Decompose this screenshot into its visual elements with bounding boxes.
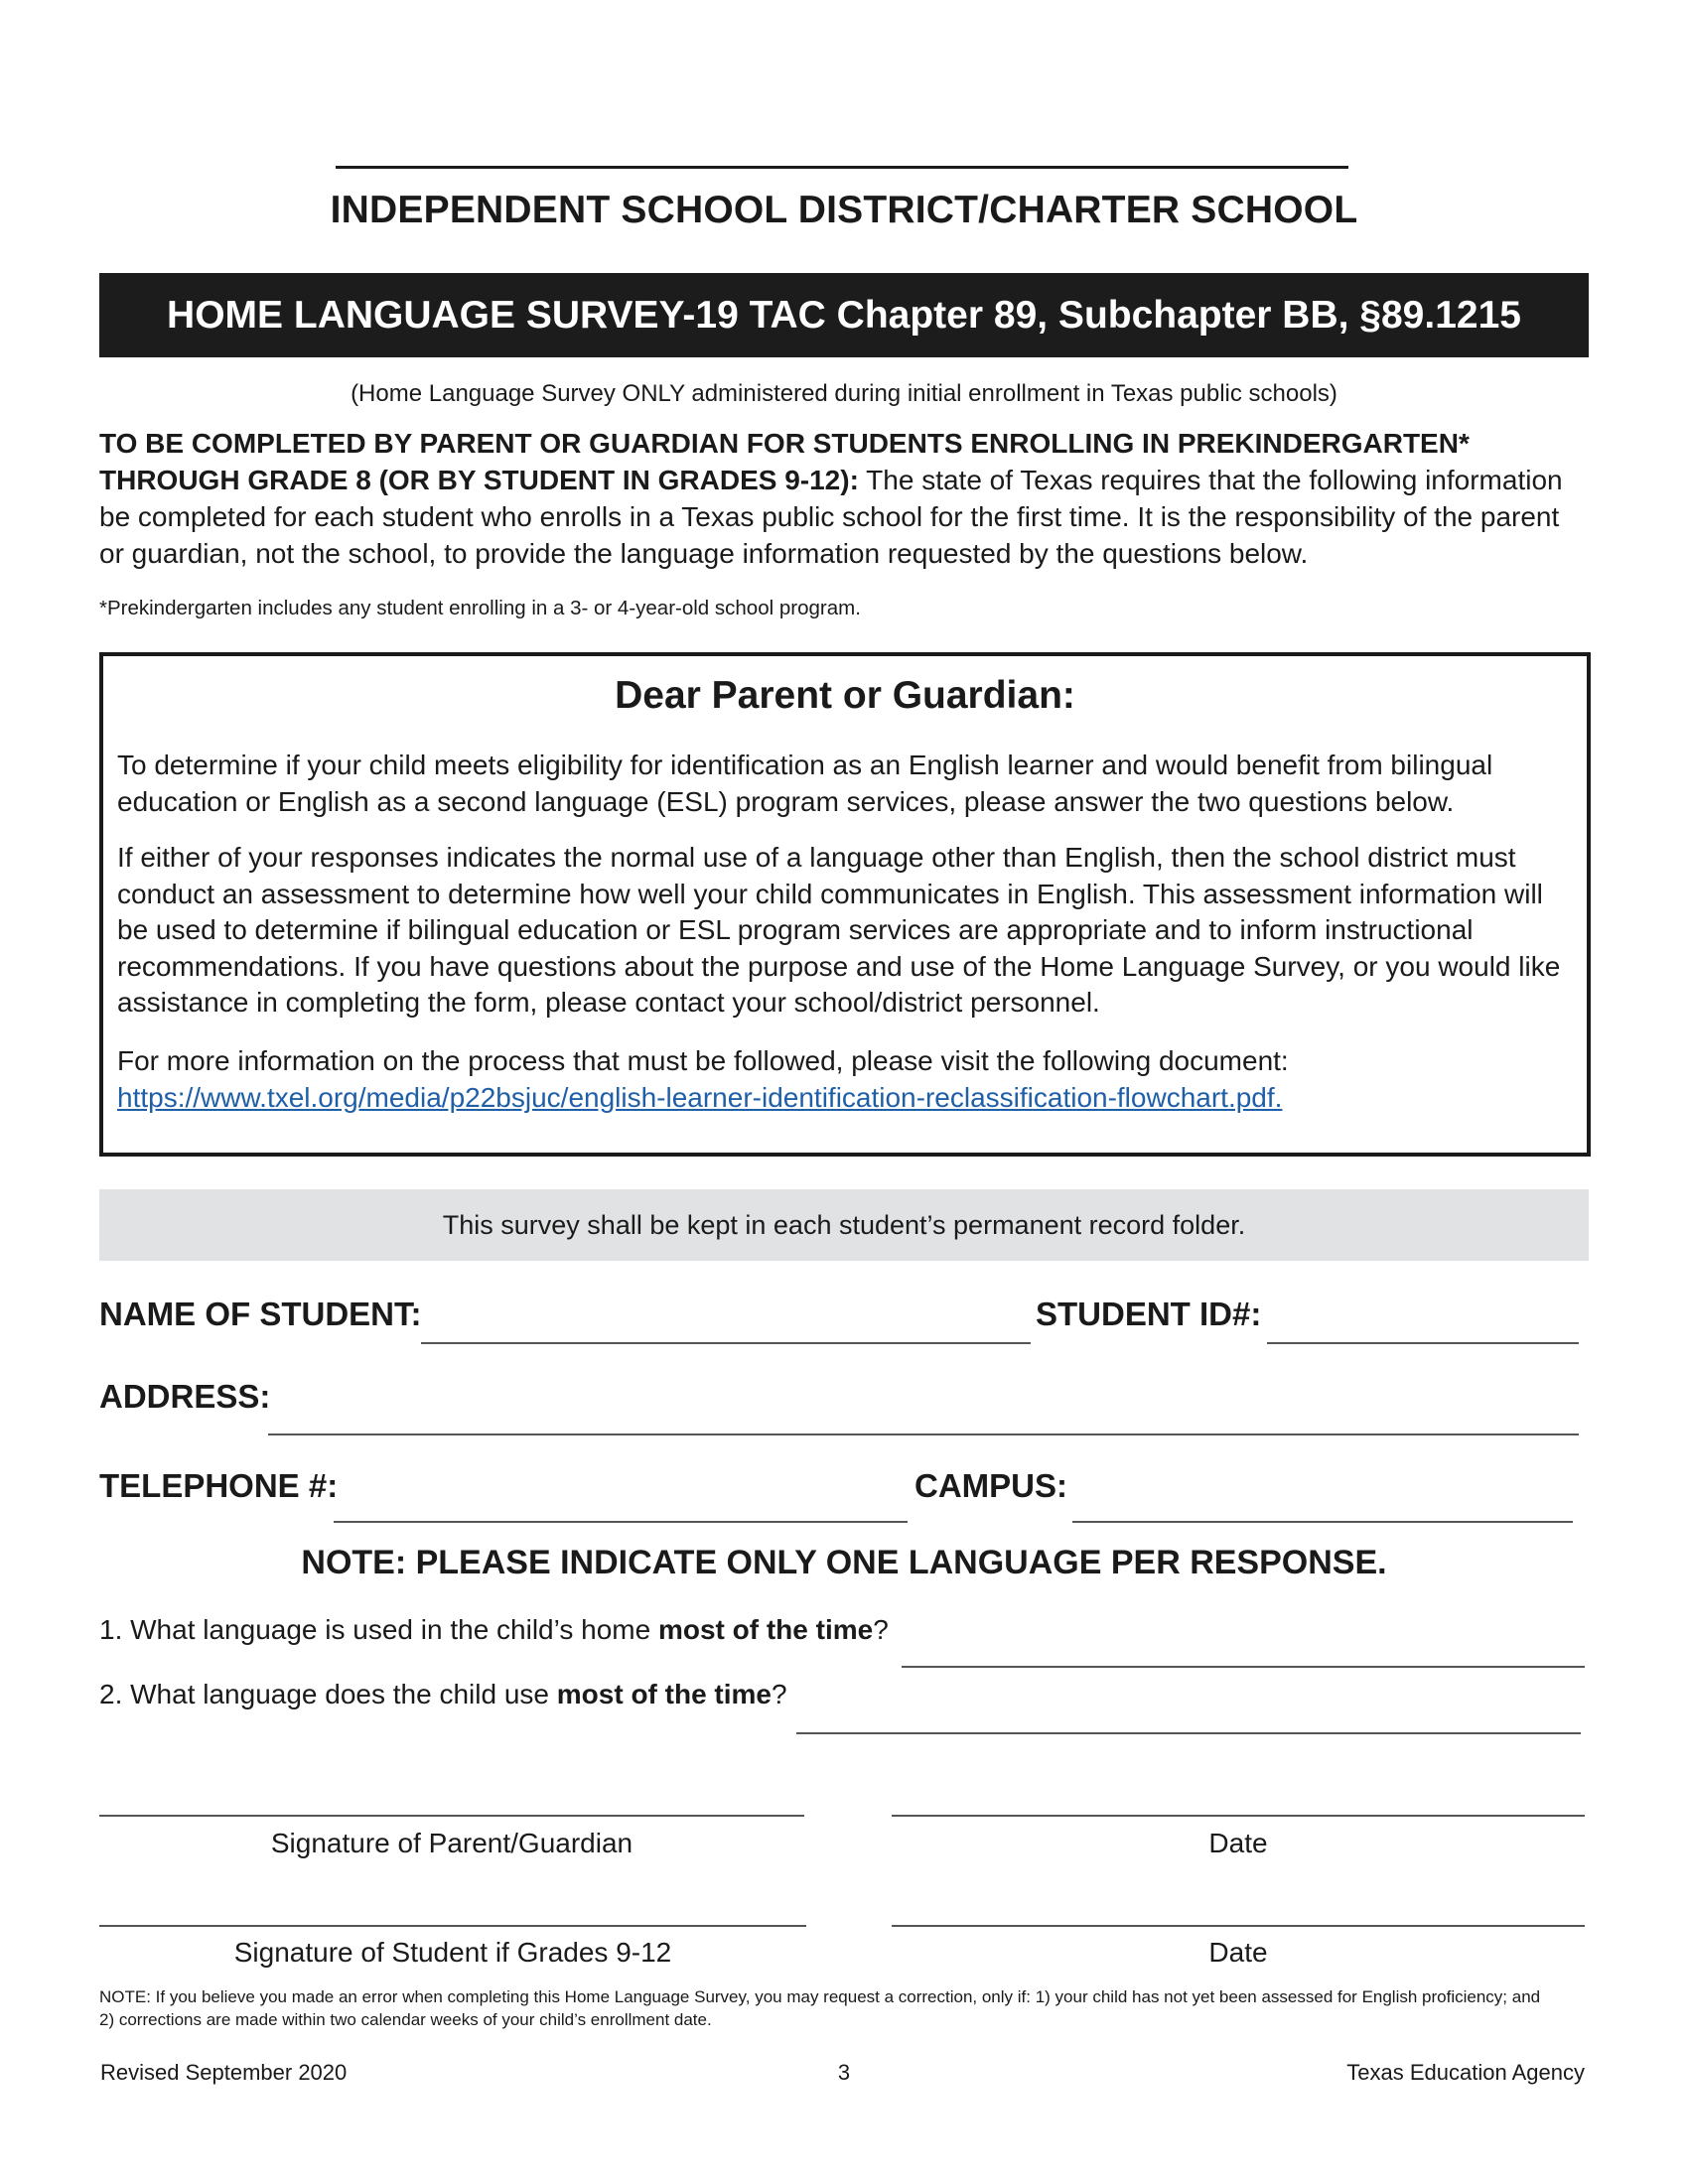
intro-paragraph bbox=[99, 425, 1589, 572]
question-1 bbox=[99, 1614, 889, 1646]
one-language-note: NOTE: PLEASE INDICATE ONLY ONE LANGUAGE PER RESPONSE. bbox=[301, 1544, 1387, 1581]
survey-title-banner: HOME LANGUAGE SURVEY-19 TAC Chapter 89, Subchapter BB, §89.1215 bbox=[99, 273, 1589, 357]
student-date-label: Date bbox=[1208, 1937, 1268, 1968]
district-title: INDEPENDENT SCHOOL DISTRICT/CHARTER SCHOOL bbox=[330, 189, 1358, 231]
parent-date-label: Date bbox=[1208, 1828, 1268, 1858]
letter-paragraph-3 bbox=[117, 1043, 1572, 1116]
parent-date-field[interactable] bbox=[892, 1815, 1585, 1817]
footer-agency: Texas Education Agency bbox=[1346, 2060, 1585, 2085]
student-name-field[interactable] bbox=[421, 1342, 1031, 1344]
letter-paragraph-1: To determine if your child meets eligibility for identification as an English learner and would benefit from bilingual education or English as a second language (ESL) program services, please answer the two questions below. bbox=[117, 750, 1493, 817]
letter-paragraph-2: If either of your responses indicates the normal use of a language other than English, then the school district must conduct an assessment to determine how well your child communicates in English. This assessment information will be used to determine if bilingual education or ESL program services are appropriate and to inform instructional recommendations. If you have questions about the purpose and use of the Home Language Survey, or you would like assistance in completing the form, please contact your school/district personnel. bbox=[117, 842, 1561, 1018]
question-1-answer-field[interactable] bbox=[902, 1666, 1585, 1668]
parent-signature-field[interactable] bbox=[99, 1815, 804, 1817]
question-1-text: 1. What language is used in the child’s home bbox=[99, 1614, 658, 1645]
student-signature-label: Signature of Student if Grades 9-12 bbox=[233, 1937, 672, 1968]
flowchart-link[interactable]: https://www.txel.org/media/p22bsjuc/english-learner-identification-reclassification-flowchart.pdf. bbox=[117, 1081, 1283, 1113]
prek-footnote: *Prekindergarten includes any student enrolling in a 3- or 4-year-old school program. bbox=[99, 597, 861, 619]
telephone-field[interactable] bbox=[334, 1521, 908, 1523]
question-2-text: 2. What language does the child use bbox=[99, 1679, 557, 1709]
question-1-mark: ? bbox=[873, 1614, 889, 1645]
footer-page-number: 3 bbox=[837, 2060, 851, 2085]
campus-label: CAMPUS: bbox=[914, 1467, 1067, 1504]
question-2-emphasis: most of the time bbox=[556, 1679, 772, 1709]
intro-bold-lead: TO BE COMPLETED BY PARENT OR GUARDIAN FOR STUDENTS ENROLLING IN PREKINDERGARTEN* THROUGH GRADE 8 (OR BY STUDENT IN GRADES 9-12): bbox=[99, 428, 1470, 495]
address-label: ADDRESS: bbox=[99, 1378, 271, 1415]
district-name-line bbox=[336, 166, 1348, 169]
parent-signature-label: Signature of Parent/Guardian bbox=[270, 1828, 633, 1858]
question-2-answer-field[interactable] bbox=[796, 1732, 1581, 1734]
telephone-label: TELEPHONE #: bbox=[99, 1467, 339, 1504]
letter-heading: Dear Parent or Guardian: bbox=[615, 674, 1075, 717]
student-id-label: STUDENT ID#: bbox=[1036, 1296, 1262, 1332]
administration-note: (Home Language Survey ONLY administered during initial enrollment in Texas public schools) bbox=[351, 380, 1337, 407]
question-1-emphasis: most of the time bbox=[657, 1614, 874, 1645]
student-id-field[interactable] bbox=[1267, 1342, 1579, 1344]
record-note-bar: This survey shall be kept in each student’s permanent record folder. bbox=[99, 1189, 1589, 1261]
address-field[interactable] bbox=[268, 1433, 1579, 1435]
question-2 bbox=[99, 1679, 787, 1710]
correction-note: NOTE: If you believe you made an error when completing this Home Language Survey, you may request a correction, only if: 1) your child has not yet been assessed for English proficiency; and 2) corrections are made within two calendar weeks of your child’s enrollment date. bbox=[99, 1987, 1541, 2029]
student-signature-field[interactable] bbox=[99, 1925, 806, 1927]
question-2-mark: ? bbox=[772, 1679, 787, 1709]
parent-letter-box bbox=[99, 652, 1591, 1157]
student-name-label: NAME OF STUDENT: bbox=[99, 1296, 422, 1332]
intro-body: The state of Texas requires that the following information be completed for each student who enrolls in a Texas public school for the first time. It is the responsibility of the parent or guardian, not the school, to provide the language information requested by the questions below. bbox=[99, 465, 1563, 569]
letter-info-text: For more information on the process that must be followed, please visit the following document: bbox=[117, 1045, 1289, 1076]
footer-revised-date: Revised September 2020 bbox=[100, 2060, 348, 2085]
student-date-field[interactable] bbox=[892, 1925, 1585, 1927]
campus-field[interactable] bbox=[1072, 1521, 1573, 1523]
